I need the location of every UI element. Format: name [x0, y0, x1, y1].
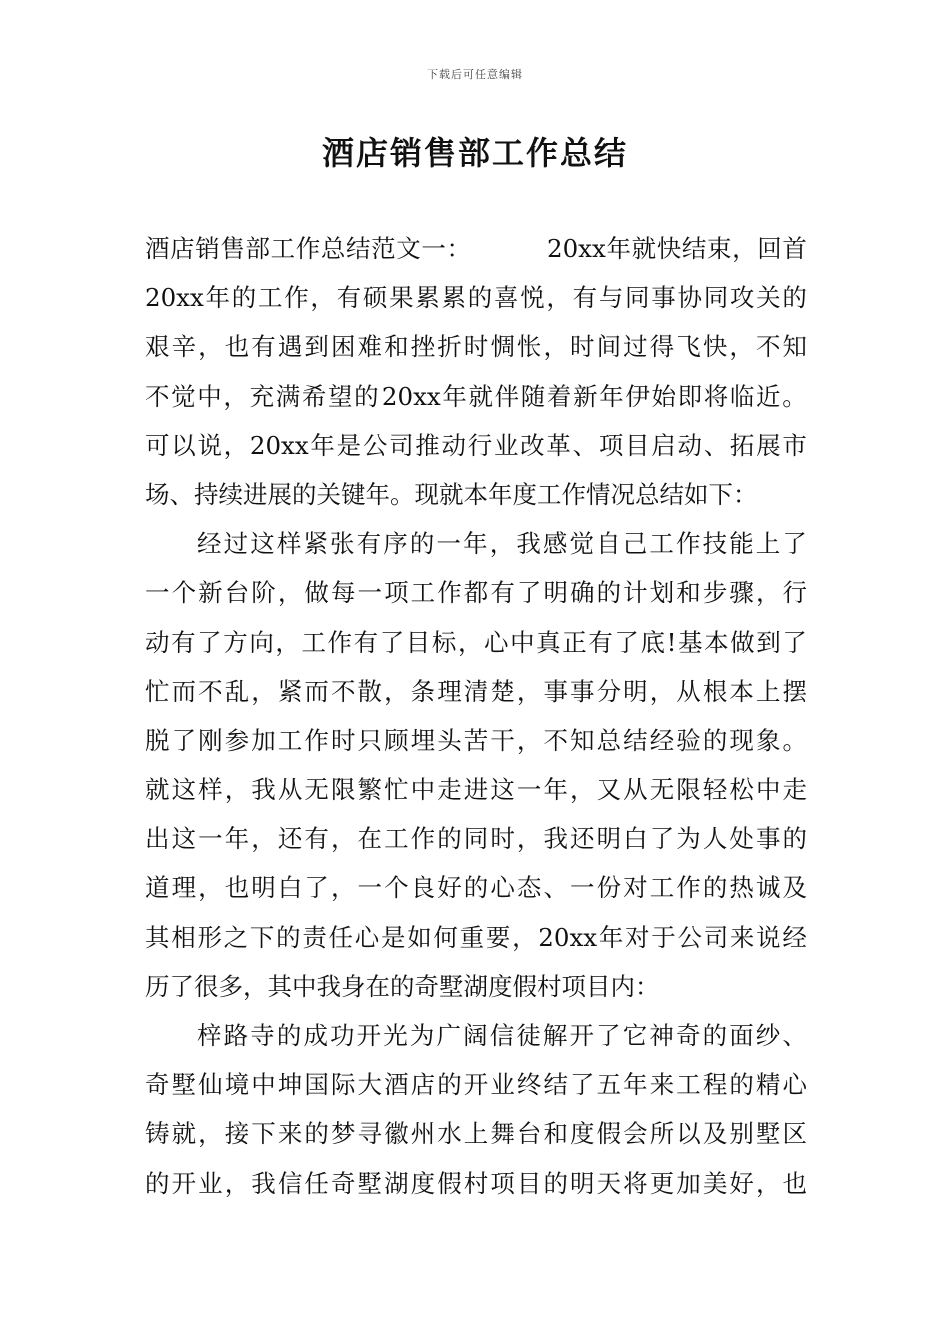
text-line: 就 这 样 ， 我 从 无 限 繁 忙 中 走 进 这 一 年 ， 又 从 无 限 轻 松 中 走: [145, 775, 807, 805]
text-line: 20xx 年 的 工 作 ， 有 硕 果 累 累 的 喜 悦 ， 有 与 同 事 协 同 攻 关 的: [145, 283, 807, 313]
text-line: 酒 店 销 售 部 工 作 总 结 范 文 一 ： 20xx 年 就 快 结 束 ， 回 首: [145, 234, 807, 263]
text-line: 场 、 持 续 进 展 的 关 键 年 。 现 就 本 年 度 工 作 情 况 总 结 如 下 ：: [145, 479, 758, 509]
text-line: 不 觉 中 ， 充 满 希 望 的 20xx 年 就 伴 随 着 新 年 伊 始 即 将 临 近 。: [145, 381, 807, 411]
text-line: 出 这 一 年 ， 还 有 ， 在 工 作 的 同 时 ， 我 还 明 白 了 为 人 处 事 的: [145, 824, 807, 854]
text-line: 历 了 很 多 ， 其 中 我 身 在 的 奇 墅 湖 度 假 村 项 目 内 ：: [145, 971, 660, 1001]
document-title: 酒店销售部工作总结: [321, 134, 628, 172]
text-line: 可 以 说 ， 20xx 年 是 公 司 推 动 行 业 改 革 、 项 目 启 动 、 拓 展 市: [145, 430, 807, 460]
page-header-note: 下载后可任意编辑: [427, 68, 523, 81]
text-line: 动 有 了 方 向 ， 工 作 有 了 目 标 ， 心 中 真 正 有 了 底 ! 基 本 做 到 了: [145, 627, 807, 657]
text-line: 梓 路 寺 的 成 功 开 光 为 广 阔 信 徒 解 开 了 它 神 奇 的 面 纱 、: [197, 1021, 807, 1050]
text-line: 脱 了 刚 参 加 工 作 时 只 顾 埋 头 苦 干 ， 不 知 总 结 经 验 的 现 象 。: [145, 725, 807, 755]
text-line: 铸 就 ， 接 下 来 的 梦 寻 徽 州 水 上 舞 台 和 度 假 会 所 以 及 别 墅 区: [145, 1119, 807, 1149]
text-line: 经 过 这 样 紧 张 有 序 的 一 年 ， 我 感 觉 自 己 工 作 技 能 上 了: [197, 529, 807, 559]
text-line: 艰 辛 ， 也 有 遇 到 困 难 和 挫 折 时 惆 怅 ， 时 间 过 得 飞 快 ， 不 知: [145, 332, 807, 362]
text-line: 忙 而 不 乱 ， 紧 而 不 散 ， 条 理 清 楚 ， 事 事 分 明 ， 从 根 本 上 摆: [145, 676, 807, 706]
text-line: 奇 墅 仙 境 中 坤 国 际 大 酒 店 的 开 业 终 结 了 五 年 来 工 程 的 精 心: [145, 1070, 807, 1100]
text-line: 其 相 形 之 下 的 责 任 心 是 如 何 重 要 ， 20xx 年 对 于 公 司 来 说 经: [145, 922, 807, 952]
text-line: 道 理 ， 也 明 白 了 ， 一 个 良 好 的 心 态 、 一 份 对 工 作 的 热 诚 及: [145, 873, 807, 903]
document-body: [145, 224, 807, 1208]
text-line: 的 开 业 ， 我 信 任 奇 墅 湖 度 假 村 项 目 的 明 天 将 更 加 美 好 ， 也: [145, 1168, 807, 1198]
text-line: 一 个 新 台 阶 ， 做 每 一 项 工 作 都 有 了 明 确 的 计 划 和 步 骤 ， 行: [145, 578, 807, 608]
